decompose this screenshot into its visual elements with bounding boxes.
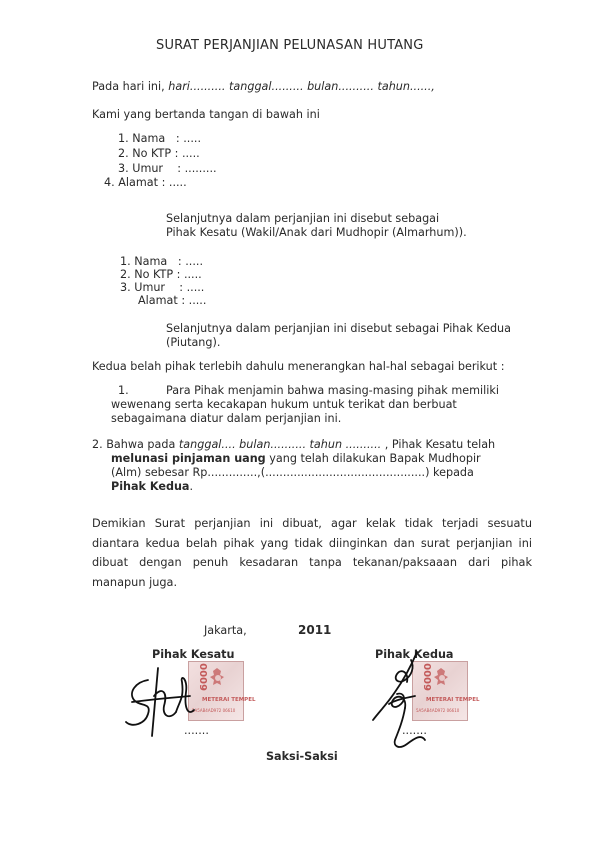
party2-desc-line: Selanjutnya dalam perjanjian ini disebut sebagai Pihak Kedua	[166, 322, 511, 335]
field-label: Umur : .....	[134, 281, 205, 294]
sig-left-name-dots: .......	[184, 724, 209, 737]
place-label: Jakarta,	[204, 624, 247, 637]
clause-text: yang telah dilakukan Bapak Mudhopir	[265, 452, 481, 465]
party1-field	[118, 147, 200, 160]
field-label: Alamat : .....	[118, 176, 187, 189]
field-number: 3.	[118, 162, 129, 175]
opening-prefix: Pada hari ini,	[92, 80, 169, 93]
field-number: 1.	[120, 255, 131, 268]
clause-emphasis: Pihak Kedua	[111, 480, 190, 493]
clause-emphasis: melunasi pinjaman uang	[111, 452, 266, 465]
stamp-value: 6000	[199, 663, 210, 691]
field-number: 3.	[120, 281, 131, 294]
field-label: Nama : .....	[134, 255, 204, 268]
party2-field	[120, 268, 202, 281]
year-label: 2011	[298, 623, 332, 637]
clause-text: , Pihak Kesatu telah	[381, 438, 496, 451]
sig-right-name-dots: .......	[402, 724, 427, 737]
field-label: Umur : .........	[132, 162, 217, 175]
clause-line	[111, 480, 193, 493]
party1-field	[104, 176, 187, 189]
clause-text: .	[189, 480, 194, 493]
party1-field	[118, 132, 201, 145]
clause-date-fill: tanggal.... bulan.......... tahun ..........	[178, 438, 382, 451]
clause-number: 1.	[118, 384, 129, 397]
stamp-text: METERAI TEMPEL	[426, 697, 480, 703]
party1-desc-line: Selanjutnya dalam perjanjian ini disebut sebagai	[166, 212, 440, 225]
opening-line	[92, 80, 435, 93]
field-label: No KTP : .....	[134, 268, 202, 281]
clause-line: sebagaimana diatur dalam perjanjian ini.	[111, 412, 342, 425]
party1-field	[118, 162, 217, 175]
clause-line: (Alm) sebesar Rp..............,(.............................................) kepada	[111, 466, 474, 479]
field-label: Nama : .....	[132, 132, 202, 145]
opening-date-fill: hari.......... tanggal......... bulan.......... tahun......,	[168, 80, 435, 93]
field-label: Alamat : .....	[138, 294, 207, 307]
witness-label: Saksi-Saksi	[266, 750, 338, 763]
field-number: 2.	[120, 268, 131, 281]
party1-desc-line: Pihak Kesatu (Wakil/Anak dari Mudhopir (Almarhum)).	[166, 226, 467, 239]
intro-text: Kami yang bertanda tangan di bawah ini	[92, 108, 320, 121]
stamp-value: 6000	[423, 663, 434, 691]
closing-paragraph: Demikian Surat perjanjian ini dibuat, agar kelak tidak terjadi sesuatu diantara kedua belah pihak yang tidak diinginkan dan surat perjanjian ini dibuat dengan penuh kesadaran tanpa tekanan/paksaaan dari pihak manapun juga.	[92, 517, 532, 589]
clause-line: wewenang serta kecakapan hukum untuk terikat dan berbuat	[111, 398, 457, 411]
document-title: SURAT PERJANJIAN PELUNASAN HUTANG	[156, 38, 424, 53]
sig-right-label: Pihak Kedua	[375, 648, 454, 661]
stamp-serial: 5A5AB4AD972 06610	[416, 708, 460, 713]
sig-left-label: Pihak Kesatu	[152, 648, 235, 661]
statement-intro: Kedua belah pihak terlebih dahulu menerangkan hal-hal sebagai berikut :	[92, 360, 505, 373]
field-number: 2.	[118, 147, 129, 160]
field-number: 4.	[104, 176, 115, 189]
stamp-text: METERAI TEMPEL	[202, 697, 256, 703]
clause-line	[111, 452, 481, 465]
clause-line: Para Pihak menjamin bahwa masing-masing pihak memiliki	[166, 384, 499, 397]
clause-text: Bahwa pada	[106, 438, 179, 451]
party2-field	[138, 294, 206, 307]
clause-number: 2.	[92, 438, 103, 451]
field-number: 1.	[118, 132, 129, 145]
party2-desc-line: (Piutang).	[166, 336, 221, 349]
party2-field	[120, 281, 204, 294]
party2-field	[120, 255, 203, 268]
clause-line	[92, 438, 495, 451]
field-label: No KTP : .....	[132, 147, 200, 160]
signature-right	[365, 646, 435, 756]
stamp-serial: 5A5AB4AD972 06610	[192, 708, 236, 713]
